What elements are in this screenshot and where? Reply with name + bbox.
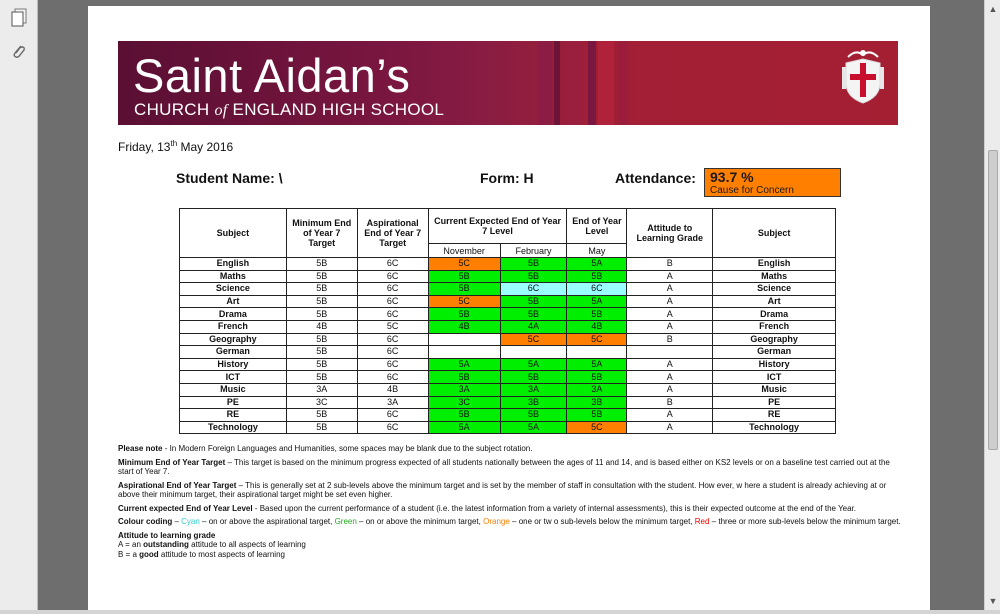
minimum-target-cell: 5B — [286, 346, 357, 359]
attitude-cell: A — [627, 409, 713, 422]
february-cell: 5A — [500, 358, 567, 371]
may-cell: 5C — [567, 421, 627, 434]
school-subtitle: CHURCH of ENGLAND HIGH SCHOOL — [134, 100, 445, 119]
header-november: November — [428, 244, 500, 258]
subject-cell: Technology — [180, 421, 287, 434]
subject-right-cell: German — [713, 346, 836, 359]
attitude-cell: B — [627, 333, 713, 346]
aspirational-target-cell: 6C — [357, 283, 428, 296]
scrollbar-thumb[interactable] — [988, 150, 998, 450]
attitude-cell — [627, 346, 713, 359]
may-cell: 3A — [567, 383, 627, 396]
november-cell: 5B — [428, 270, 500, 283]
attitude-cell: A — [627, 358, 713, 371]
subject-cell: Maths — [180, 270, 287, 283]
february-cell: 4A — [500, 320, 567, 333]
november-cell: 5B — [428, 371, 500, 384]
november-cell: 3A — [428, 383, 500, 396]
report-notes — [118, 444, 903, 559]
note-please-note: Please note - In Modern Foreign Languages and Humanities, some spaces may be blank due to the subject rotation. — [118, 444, 533, 453]
aspirational-target-cell: 6C — [357, 333, 428, 346]
minimum-target-cell: 5B — [286, 333, 357, 346]
november-cell: 5B — [428, 308, 500, 321]
table-row — [180, 346, 836, 359]
header-attitude: Attitude to Learning Grade — [627, 209, 713, 258]
subject-right-cell: Science — [713, 283, 836, 296]
note-attitude: Attitude to learning grade A = an outstanding attitude to all aspects of learning B = a good attitude to most aspects of learning — [118, 530, 306, 559]
subject-cell: History — [180, 358, 287, 371]
grades-table-body — [180, 258, 836, 434]
minimum-target-cell: 5B — [286, 258, 357, 271]
february-cell: 5B — [500, 270, 567, 283]
header-end-of-year-level: End of Year Level — [567, 209, 627, 244]
note-minimum-target: Minimum End of Year Target – This target is based on the minimum progress expected of all students nationally between the ages of 11 and 14, and is based either on KS2 levels or on a baseline test carried out at the start of Year 7. — [118, 457, 890, 476]
note-grade-b: B = a good attitude to most aspects of learning — [118, 549, 285, 559]
header-may: May — [567, 244, 627, 258]
november-cell: 3C — [428, 396, 500, 409]
minimum-target-cell: 3C — [286, 396, 357, 409]
minimum-target-cell: 5B — [286, 371, 357, 384]
may-cell: 4B — [567, 320, 627, 333]
may-cell: 5A — [567, 258, 627, 271]
attitude-cell: B — [627, 396, 713, 409]
form-field: Form: H — [480, 170, 534, 186]
attitude-cell: A — [627, 270, 713, 283]
school-name: Saint Aidan’s — [133, 49, 411, 102]
november-cell — [428, 346, 500, 359]
november-cell: 5C — [428, 258, 500, 271]
subject-right-cell: French — [713, 320, 836, 333]
scroll-down-arrow-icon[interactable]: ▼ — [988, 596, 998, 606]
vertical-scrollbar[interactable] — [984, 0, 1000, 610]
table-row — [180, 358, 836, 371]
may-cell: 5B — [567, 270, 627, 283]
minimum-target-cell: 4B — [286, 320, 357, 333]
header-subject-right: Subject — [713, 209, 836, 258]
school-banner — [118, 41, 898, 125]
attendance-badge — [704, 168, 841, 197]
may-cell: 5A — [567, 358, 627, 371]
header-minimum-target: Minimum End of Year 7 Target — [286, 209, 357, 258]
table-row — [180, 258, 836, 271]
aspirational-target-cell: 6C — [357, 358, 428, 371]
may-cell: 3B — [567, 396, 627, 409]
subject-right-cell: ICT — [713, 371, 836, 384]
november-cell: 4B — [428, 320, 500, 333]
may-cell — [567, 346, 627, 359]
table-row — [180, 333, 836, 346]
subject-cell: Geography — [180, 333, 287, 346]
february-cell: 5C — [500, 333, 567, 346]
subject-right-cell: English — [713, 258, 836, 271]
header-aspirational-target: Aspirational End of Year 7 Target — [357, 209, 428, 258]
note-current-expected: Current expected End of Year Level - Based upon the current performance of a student (i.e. the latest information from a variety of internal assessments), this is their expected outcome at the end of the Year. — [118, 503, 857, 513]
table-row — [180, 320, 836, 333]
table-row — [180, 383, 836, 396]
aspirational-target-cell: 6C — [357, 346, 428, 359]
viewer-tool-strip — [0, 0, 38, 614]
november-cell: 5B — [428, 283, 500, 296]
aspirational-target-cell: 3A — [357, 396, 428, 409]
may-cell: 5A — [567, 295, 627, 308]
attitude-cell: A — [627, 295, 713, 308]
minimum-target-cell: 5B — [286, 409, 357, 422]
aspirational-target-cell: 6C — [357, 295, 428, 308]
aspirational-target-cell: 6C — [357, 409, 428, 422]
february-cell: 5B — [500, 371, 567, 384]
subject-cell: Science — [180, 283, 287, 296]
aspirational-target-cell: 6C — [357, 270, 428, 283]
february-cell — [500, 346, 567, 359]
attitude-cell: A — [627, 421, 713, 434]
subject-cell: French — [180, 320, 287, 333]
subject-cell: Art — [180, 295, 287, 308]
bottom-frame-edge — [0, 610, 1000, 614]
subject-cell: Music — [180, 383, 287, 396]
minimum-target-cell: 5B — [286, 283, 357, 296]
minimum-target-cell: 5B — [286, 295, 357, 308]
november-cell: 5B — [428, 409, 500, 422]
table-row — [180, 270, 836, 283]
minimum-target-cell: 3A — [286, 383, 357, 396]
minimum-target-cell: 5B — [286, 421, 357, 434]
subject-cell: PE — [180, 396, 287, 409]
note-grade-a: A = an outstanding attitude to all aspects of learning — [118, 540, 306, 549]
document-viewer — [38, 0, 984, 610]
header-current-expected: Current Expected End of Year 7 Level — [428, 209, 567, 244]
february-cell: 6C — [500, 283, 567, 296]
february-cell: 5B — [500, 308, 567, 321]
attitude-cell: A — [627, 371, 713, 384]
school-crest-icon — [840, 47, 886, 107]
student-name-field: Student Name: \ — [176, 170, 283, 186]
table-row — [180, 409, 836, 422]
november-cell: 5C — [428, 295, 500, 308]
february-cell: 5A — [500, 421, 567, 434]
aspirational-target-cell: 6C — [357, 421, 428, 434]
report-date: Friday, 13th May 2016 — [118, 139, 234, 154]
subject-right-cell: Drama — [713, 308, 836, 321]
aspirational-target-cell: 5C — [357, 320, 428, 333]
minimum-target-cell: 5B — [286, 358, 357, 371]
subject-right-cell: Music — [713, 383, 836, 396]
grades-table — [179, 208, 836, 434]
subject-right-cell: Art — [713, 295, 836, 308]
note-colour-coding: Colour coding – Cyan – on or above the aspirational target, Green – on or above the minimum target, Orange – one or tw o sub-levels below the minimum target, Red – three or more sub-levels below the minimum target. — [118, 517, 901, 526]
subject-cell: ICT — [180, 371, 287, 384]
note-aspirational-target: Aspirational End of Year Target – This is generally set at 2 sub-levels above the minimum target and is set by the member of staff in consultation with the student. How ever, w here a student is already achieving at or above their minimum target, their aspirational target might be set even higher. — [118, 480, 887, 499]
may-cell: 5B — [567, 308, 627, 321]
subject-right-cell: PE — [713, 396, 836, 409]
paperclip-icon[interactable] — [10, 42, 28, 62]
student-name-value: \ — [278, 170, 283, 186]
table-row — [180, 421, 836, 434]
subject-right-cell: RE — [713, 409, 836, 422]
subject-right-cell: History — [713, 358, 836, 371]
november-cell — [428, 333, 500, 346]
may-cell: 5B — [567, 409, 627, 422]
attitude-cell: A — [627, 283, 713, 296]
scroll-up-arrow-icon[interactable]: ▲ — [988, 4, 998, 14]
report-page — [88, 6, 930, 610]
february-cell: 5B — [500, 258, 567, 271]
attitude-cell: A — [627, 320, 713, 333]
table-row — [180, 295, 836, 308]
aspirational-target-cell: 4B — [357, 383, 428, 396]
aspirational-target-cell: 6C — [357, 258, 428, 271]
attendance-label: Attendance: — [615, 170, 696, 186]
pages-icon[interactable] — [10, 8, 28, 28]
subject-right-cell: Maths — [713, 270, 836, 283]
minimum-target-cell: 5B — [286, 308, 357, 321]
attendance-value: 93.7 % — [710, 169, 754, 185]
subject-right-cell: Technology — [713, 421, 836, 434]
subject-right-cell: Geography — [713, 333, 836, 346]
table-row — [180, 371, 836, 384]
november-cell: 5A — [428, 421, 500, 434]
subject-cell: RE — [180, 409, 287, 422]
subject-cell: Drama — [180, 308, 287, 321]
november-cell: 5A — [428, 358, 500, 371]
aspirational-target-cell: 6C — [357, 308, 428, 321]
header-subject: Subject — [180, 209, 287, 258]
attitude-cell: B — [627, 258, 713, 271]
subject-cell: English — [180, 258, 287, 271]
may-cell: 6C — [567, 283, 627, 296]
table-row — [180, 396, 836, 409]
table-row — [180, 308, 836, 321]
header-february: February — [500, 244, 567, 258]
may-cell: 5B — [567, 371, 627, 384]
february-cell: 5B — [500, 295, 567, 308]
attitude-cell: A — [627, 383, 713, 396]
february-cell: 3B — [500, 396, 567, 409]
aspirational-target-cell: 6C — [357, 371, 428, 384]
may-cell: 5C — [567, 333, 627, 346]
minimum-target-cell: 5B — [286, 270, 357, 283]
attendance-note: Cause for Concern — [710, 185, 794, 196]
subject-cell: German — [180, 346, 287, 359]
table-row — [180, 283, 836, 296]
february-cell: 3A — [500, 383, 567, 396]
attitude-cell: A — [627, 308, 713, 321]
february-cell: 5B — [500, 409, 567, 422]
